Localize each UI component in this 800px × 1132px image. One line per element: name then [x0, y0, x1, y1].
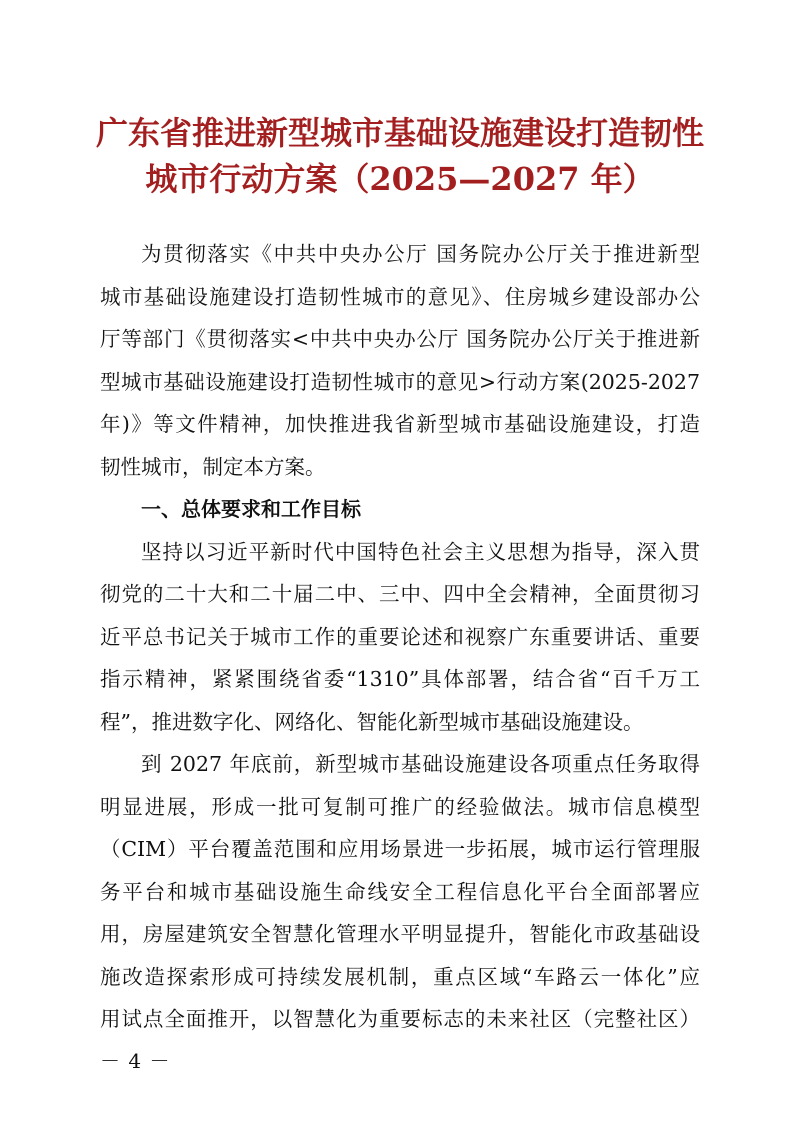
paragraph-line: 用，房屋建筑安全智慧化管理水平明显提升，智能化市政基础设	[100, 922, 700, 946]
paragraph-line: 施改造探索形成可持续发展机制，重点区域“车路云一体化”应	[100, 964, 700, 989]
section-heading: 一、总体要求和工作目标	[141, 497, 361, 521]
paragraph-line: 厅等部门《贯彻落实<中共中央办公厅 国务院办公厅关于推进新	[100, 327, 700, 351]
paragraph-line: （CIM）平台覆盖范围和应用场景进一步拓展，城市运行管理服	[100, 837, 700, 861]
paragraph-line: 韧性城市，制定本方案。	[100, 454, 326, 479]
paragraph-line: 城市基础设施建设打造韧性城市的意见》、住房城乡建设部办公	[100, 284, 700, 309]
paragraph-line: 为贯彻落实《中共中央办公厅 国务院办公厅关于推进新型	[141, 242, 700, 266]
document-title-line-2: 城市行动方案（2025—2027 年）	[145, 160, 655, 198]
paragraph-line: 型城市基础设施建设打造韧性城市的意见>行动方案(2025-2027	[100, 369, 700, 394]
paragraph-line: 程”，推进数字化、网络化、智能化新型城市基础设施建设。	[100, 709, 644, 734]
document-body	[100, 233, 700, 1041]
paragraph-line: 用试点全面推开，以智慧化为重要标志的未来社区（完整社区）	[100, 1007, 700, 1031]
paragraph-line: 务平台和城市基础设施生命线安全工程信息化平台全面部署应	[100, 879, 700, 904]
paragraph-line: 明显进展，形成一批可复制可推广的经验做法。城市信息模型	[100, 794, 700, 819]
paragraph-line: 彻党的二十大和二十届二中、三中、四中全会精神，全面贯彻习	[100, 582, 700, 606]
document-title-line-1: 广东省推进新型城市基础设施建设打造韧性	[95, 114, 704, 152]
paragraph-line: 年)》等文件精神，加快推进我省新型城市基础设施建设，打造	[100, 412, 700, 436]
paragraph-line: 指示精神，紧紧围绕省委“1310”具体部署，结合省“百千万工	[100, 667, 700, 691]
paragraph-line: 近平总书记关于城市工作的重要论述和视察广东重要讲话、重要	[100, 624, 700, 649]
paragraph-line: 坚持以习近平新时代中国特色社会主义思想为指导，深入贯	[141, 539, 700, 564]
page-number: － 4 －	[100, 1049, 171, 1073]
paragraph-line: 到 2027 年底前，新型城市基础设施建设各项重点任务取得	[141, 752, 700, 776]
